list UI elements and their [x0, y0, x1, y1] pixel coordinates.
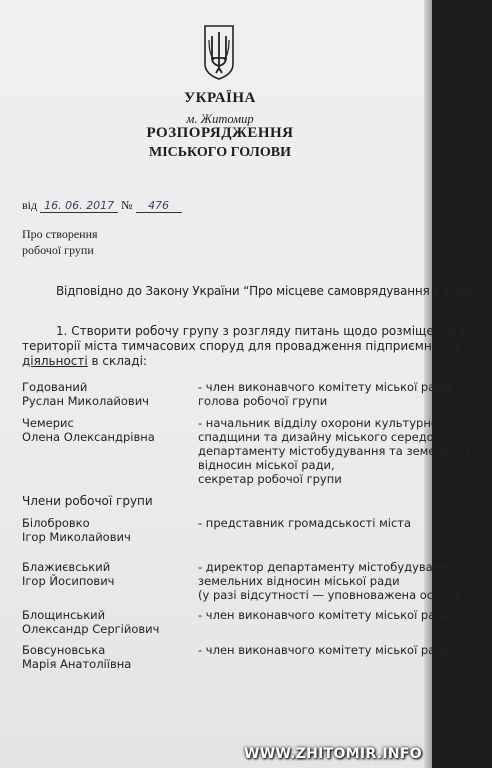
underlined-word: діяльності	[22, 354, 88, 368]
paragraph-line: території міста тимчасових споруд для провадження підприємницьк	[22, 339, 462, 353]
role-line: - член виконавчого комітету міської ради	[198, 643, 451, 657]
paragraph-line	[22, 354, 442, 369]
given-names: Марія Анатоліївна	[22, 657, 132, 671]
member-name	[22, 560, 192, 588]
subject-line: робочої групи	[22, 243, 94, 257]
subject-line: Про створення	[22, 227, 98, 241]
member-role	[198, 516, 438, 530]
paragraph-text: в складі:	[87, 354, 147, 368]
site-watermark: WWW.ZHITOMIR.INFO	[243, 746, 422, 762]
document-type-heading: РОЗПОРЯДЖЕННЯ	[146, 125, 294, 141]
role-line: - начальник відділу охорони культурної	[198, 416, 442, 430]
paragraph-1	[22, 324, 469, 369]
role-line: голова робочої групи	[198, 394, 328, 408]
trident-emblem-icon	[202, 24, 236, 80]
member-name	[22, 416, 192, 444]
issuer-heading: МІСЬКОГО ГОЛОВИ	[149, 145, 291, 160]
subject-block	[22, 226, 98, 258]
given-names: Ігор Миколайович	[22, 530, 131, 544]
member-name	[22, 643, 192, 671]
surname: Чемерис	[22, 416, 74, 430]
date-prefix: від	[22, 198, 38, 212]
member-role	[198, 643, 451, 657]
handwritten-number: 476	[136, 199, 182, 213]
surname: Блажиєвський	[22, 560, 111, 574]
role-line: спадщини та дизайну міського середовища	[198, 430, 466, 444]
preamble: Відповідно до Закону України “Про місцеве самоврядування в Україні”	[56, 284, 492, 298]
member-name	[22, 608, 192, 636]
role-line: (у разі відсутності — уповноважена особа)	[198, 588, 459, 602]
role-line: відносин міської ради,	[198, 458, 335, 472]
role-line: департаменту містобудування та земельних	[198, 444, 472, 458]
member-role	[198, 380, 455, 408]
given-names: Олена Олександрівна	[22, 430, 155, 444]
surname: Блощинський	[22, 608, 106, 622]
role-line: - директор департаменту містобудування та	[198, 560, 473, 574]
given-names: Ігор Йосипович	[22, 574, 115, 588]
country-heading: УКРАЇНА	[184, 90, 256, 106]
role-line: - представник громадськості міста	[198, 516, 412, 530]
member-role	[198, 608, 451, 622]
handwritten-date: 16. 06. 2017	[40, 199, 118, 213]
role-line: - член виконавчого комітету міської ради,	[198, 380, 455, 394]
surname: Бовсуновська	[22, 643, 106, 657]
member-name	[22, 380, 192, 408]
city-heading: м. Житомир	[186, 112, 254, 126]
role-line: - член виконавчого комітету міської ради	[198, 608, 451, 622]
members-heading: Члени робочої групи	[22, 494, 153, 508]
role-line: земельних відносин міської ради	[198, 574, 400, 588]
surname: Годований	[22, 380, 88, 394]
member-name	[22, 516, 192, 544]
surname: Білобровко	[22, 516, 90, 530]
given-names: Руслан Миколайович	[22, 394, 149, 408]
date-number-line	[22, 198, 182, 213]
role-line: секретар робочої групи	[198, 472, 342, 486]
given-names: Олександр Сергійович	[22, 622, 160, 636]
paragraph-line: 1. Створити робочу групу з розгляду питань щодо розміщення н	[56, 324, 469, 338]
number-sign: №	[121, 198, 133, 212]
member-role	[198, 560, 473, 602]
member-role	[198, 416, 472, 486]
